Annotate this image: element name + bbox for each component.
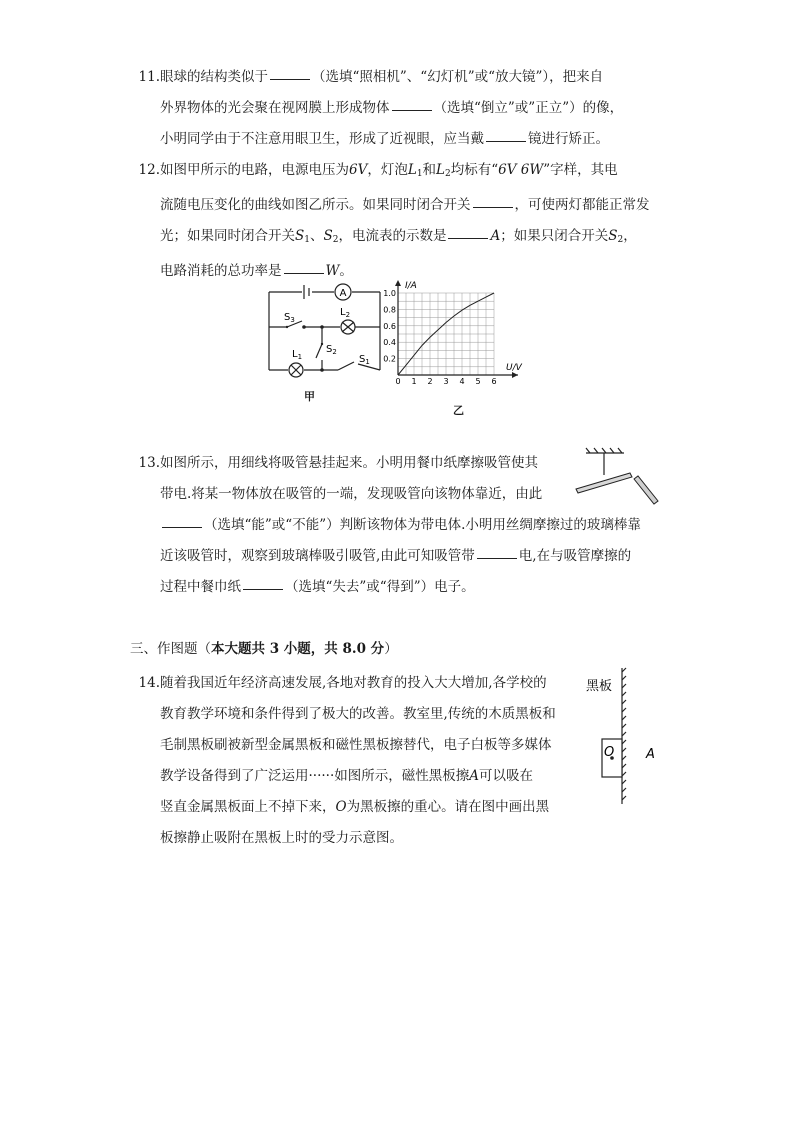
glass-rod [634, 476, 658, 504]
q12-text: ”字样，其电 [543, 162, 618, 178]
q12-text: 、 [309, 228, 324, 244]
y-tick-label: 0.6 [383, 321, 396, 331]
q14-text: 教育教学环境和条件得到了极大的改善。教室里,传统的木质黑板和 [160, 706, 556, 722]
subscript: 2 [332, 235, 339, 245]
blackboard-figure [582, 666, 662, 806]
q13-text: 电,在与吸管摩擦的 [518, 548, 632, 564]
section-title: 三、作图题（ [130, 641, 211, 657]
q14-text: 教学设备得到了广泛运用······如图所示，磁性黑板擦 [160, 768, 470, 784]
symbol-S: S [323, 228, 333, 244]
answer-blank[interactable] [284, 272, 324, 274]
symbol-L: L [436, 162, 446, 178]
q11-text: 小明同学由于不注意用眼卫生，形成了近视眼，应当戴 [160, 131, 484, 147]
circuit-diagram [262, 280, 387, 380]
answer-blank[interactable] [448, 237, 488, 239]
q12-text: ，可使两灯都能正常发 [514, 197, 650, 213]
y-tick-label: 1.0 [383, 289, 396, 298]
q12-text: 流随电压变化的曲线如图乙所示。如果同时闭合开关 [160, 197, 471, 213]
switch-s3-label: $S_3$ [284, 312, 295, 324]
q12-text: ，灯泡 [367, 162, 408, 178]
q11-text: 眼球的结构类似于 [160, 69, 268, 85]
x-tick-label: 5 [475, 377, 481, 386]
lamp-rating: 6V 6W [498, 162, 544, 178]
x-tick-label: 6 [491, 377, 497, 386]
subscript: 2 [617, 235, 624, 245]
symbol-S: S [608, 228, 618, 244]
q12-text: 如图甲所示的电路，电源电压为 [160, 162, 349, 178]
symbol-S: S [295, 228, 305, 244]
section-title: ） [384, 641, 398, 657]
q12-text: 。 [339, 263, 353, 279]
answer-blank[interactable] [162, 526, 202, 528]
q12-text: 均标有“ [450, 162, 499, 178]
switch-s1-label: $S_1$ [359, 354, 370, 366]
iu-graph [382, 278, 532, 390]
q12-text: 电路消耗的总功率是 [160, 263, 282, 279]
symbol-L: L [407, 162, 417, 178]
y-axis-arrow [395, 280, 401, 286]
q12-text: ，电流表的示数是 [338, 228, 447, 244]
q13-text: 近该吸管时，观察到玻璃棒吸引吸管,由此可知吸管带 [160, 548, 475, 564]
q14-text: 板擦静止吸附在黑板上时的受力示意图。 [160, 830, 403, 846]
q14-text: 随着我国近年经济高速发展,各地对教育的投入大大增加,各学校的 [160, 675, 547, 691]
question-number: 11. [138, 69, 160, 85]
answer-blank[interactable] [473, 206, 513, 208]
q13-text: （选填“失去”或“得到”）电子。 [285, 579, 475, 595]
q11-text: （选填“照相机”、“幻灯机”或“放大镜”），把来自 [312, 69, 604, 85]
q12-text: 光；如果同时闭合开关 [160, 228, 295, 244]
q14-text: 竖直金属黑板面上不掉下来， [160, 799, 336, 815]
label-A: A [646, 747, 655, 762]
figure-caption-yi: 乙 [453, 404, 464, 417]
q13-text: 如图所示，用细线将吸管悬挂起来。小明用餐巾纸摩擦吸管使其 [160, 455, 538, 471]
y-axis-label: I/A [405, 281, 417, 291]
label-O: O [604, 745, 615, 760]
unit-A: A [490, 228, 501, 244]
q14-text: 可以吸在 [479, 768, 533, 784]
section-heading [130, 637, 398, 661]
q11-text: （选填“倒立”或”正立”）的像， [433, 100, 624, 116]
q12-text: ；如果只闭合开关 [500, 228, 609, 244]
q11-text: 外界物体的光会聚在视网膜上形成物体 [160, 100, 390, 116]
x-tick-label: 4 [459, 377, 465, 386]
answer-blank[interactable] [477, 557, 517, 559]
figure-caption-jia: 甲 [304, 390, 315, 403]
q14-text: 毛制黑板刷被新型金属黑板和磁性黑板擦替代，电子白板等多媒体 [160, 737, 552, 753]
lamp-l2-label: $L_2$ [340, 307, 351, 319]
x-tick-label: 3 [443, 377, 449, 386]
q13-text: 过程中餐巾纸 [160, 579, 241, 595]
subscript: 1 [304, 235, 310, 245]
x-tick-label: 1 [411, 377, 417, 386]
lamp-l1-label: $L_1$ [292, 349, 303, 361]
blackboard-label: 黑板 [586, 679, 613, 694]
x-tick-label: 2 [427, 377, 433, 386]
answer-blank[interactable] [486, 140, 526, 142]
q11-text: 镜进行矫正。 [528, 131, 609, 147]
y-tick-label: 0.2 [383, 354, 396, 364]
section-info: 本大题共 3 小题，共 8.0 分 [211, 641, 385, 657]
x-tick-label: 0 [395, 377, 401, 386]
q13-text: 带电.将某一物体放在吸管的一端，发现吸管向该物体靠近，由此 [160, 486, 543, 502]
q13-text: （选填“能”或“不能”）判断该物体为带电体.小明用丝绸摩擦过的玻璃棒靠 [204, 517, 641, 533]
answer-blank[interactable] [270, 78, 310, 80]
symbol-A: A [469, 768, 479, 784]
voltage-value: 6V [349, 162, 368, 178]
question-number: 12. [138, 162, 160, 178]
answer-blank[interactable] [392, 109, 432, 111]
q14-text: 为黑板擦的重心。请在图中画出黑 [346, 799, 550, 815]
hanging-straw-figure [572, 447, 667, 507]
question-number: 13. [138, 455, 160, 471]
subscript: 1 [416, 169, 423, 179]
straw [576, 473, 632, 493]
answer-blank[interactable] [243, 588, 283, 590]
unit-W: W [325, 263, 340, 279]
x-axis-label: U/V [506, 363, 522, 373]
switch-s2-label: $S_2$ [326, 344, 337, 356]
ammeter-label: A [339, 288, 347, 299]
y-tick-label: 0.4 [383, 338, 396, 348]
question-number: 14. [138, 675, 160, 691]
subscript: 2 [445, 169, 451, 179]
q12-text: ， [623, 228, 637, 244]
symbol-O: O [335, 799, 347, 815]
y-tick-label: 0.8 [383, 305, 396, 315]
q12-text: 和 [422, 162, 437, 178]
